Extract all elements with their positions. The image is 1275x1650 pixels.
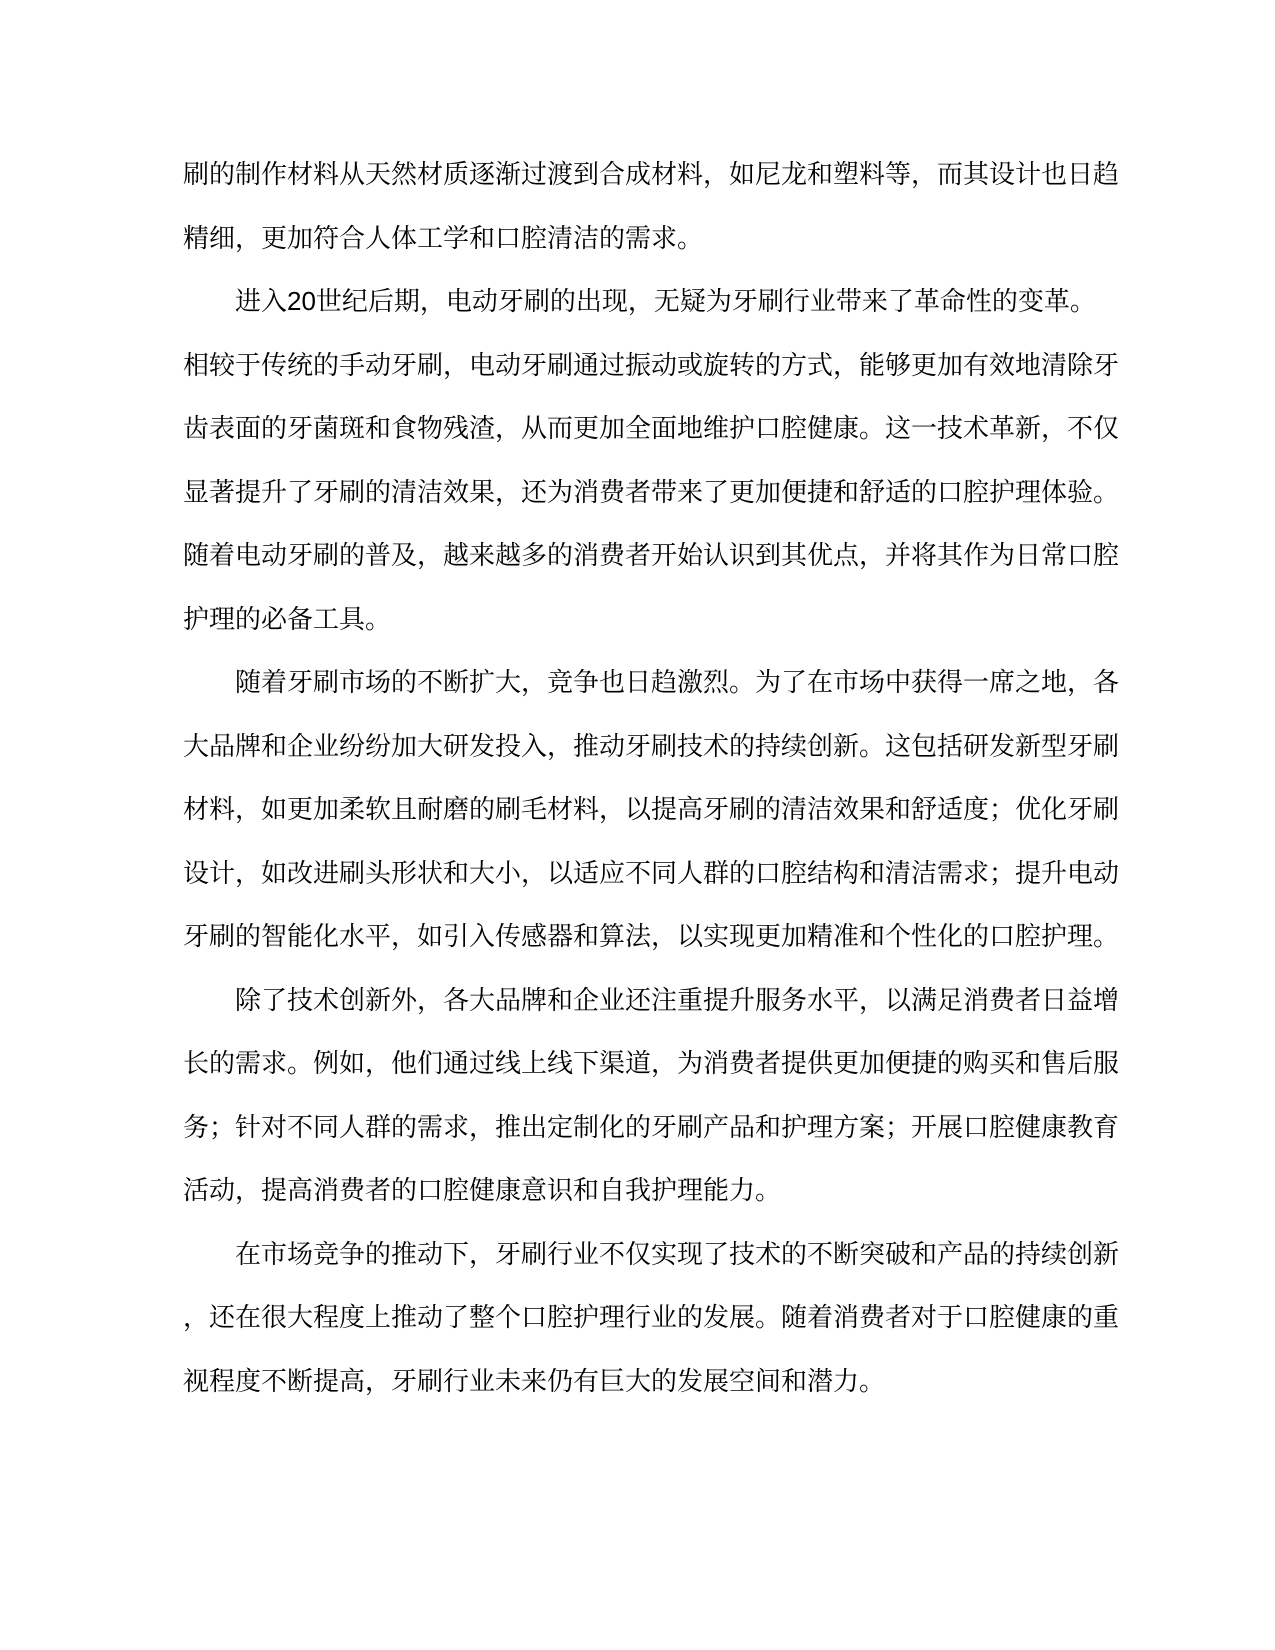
text-line: 护理的必备工具。 — [183, 603, 392, 634]
text-line: 大品牌和企业纷纷加大研发投入，推动牙刷技术的持续创新。这包括研发新型牙刷 — [183, 730, 1120, 761]
document-body — [183, 143, 1120, 1413]
paragraph — [183, 143, 1120, 270]
text-line: 活动，提高消费者的口腔健康意识和自我护理能力。 — [183, 1175, 782, 1205]
text-line: 随着牙刷市场的不断扩大，竞争也日趋激烈。为了在市场中获得一席之地，各 — [235, 667, 1120, 697]
text-line: 齿表面的牙菌斑和食物残渣，从而更加全面地维护口腔健康。这一技术革新，不仅 — [183, 413, 1120, 443]
paragraph — [183, 270, 1120, 651]
text-line: 材料，如更加柔软且耐磨的刷毛材料，以提高牙刷的清洁效果和舒适度；优化牙刷 — [183, 794, 1120, 824]
text-line: ，还在很大程度上推动了整个口腔护理行业的发展。随着消费者对于口腔健康的重 — [183, 1302, 1120, 1332]
paragraph — [183, 651, 1120, 969]
text-line: 务；针对不同人群的需求，推出定制化的牙刷产品和护理方案；开展口腔健康教育 — [183, 1111, 1120, 1142]
text-line: 长的需求。例如，他们通过线上线下渠道，为消费者提供更加便捷的购买和售后服 — [183, 1048, 1120, 1078]
text-line: 刷的制作材料从天然材质逐渐过渡到合成材料，如尼龙和塑料等，而其设计也日趋 — [183, 159, 1120, 189]
paragraph — [183, 1223, 1120, 1414]
text-line: 进入20世纪后期，电动牙刷的出现，无疑为牙刷行业带来了革命性的变革。 — [235, 286, 1096, 316]
text-line: 设计，如改进刷头形状和大小，以适应不同人群的口腔结构和清洁需求；提升电动 — [183, 857, 1120, 888]
text-line: 相较于传统的手动牙刷，电动牙刷通过振动或旋转的方式，能够更加有效地清除牙 — [183, 349, 1120, 380]
text-line: 随着电动牙刷的普及，越来越多的消费者开始认识到其优点，并将其作为日常口腔 — [183, 540, 1120, 570]
text-line: 在市场竞争的推动下，牙刷行业不仅实现了技术的不断突破和产品的持续创新 — [235, 1238, 1120, 1269]
text-line: 牙刷的智能化水平，如引入传感器和算法，以实现更加精准和个性化的口腔护理。 — [183, 921, 1120, 951]
text-line: 精细，更加符合人体工学和口腔清洁的需求。 — [183, 222, 704, 253]
text-line: 视程度不断提高，牙刷行业未来仍有巨大的发展空间和潜力。 — [183, 1365, 886, 1396]
paragraph — [183, 969, 1120, 1223]
text-line: 显著提升了牙刷的清洁效果，还为消费者带来了更加便捷和舒适的口腔护理体验。 — [183, 476, 1120, 507]
text-line: 除了技术创新外，各大品牌和企业还注重提升服务水平，以满足消费者日益增 — [235, 984, 1120, 1015]
